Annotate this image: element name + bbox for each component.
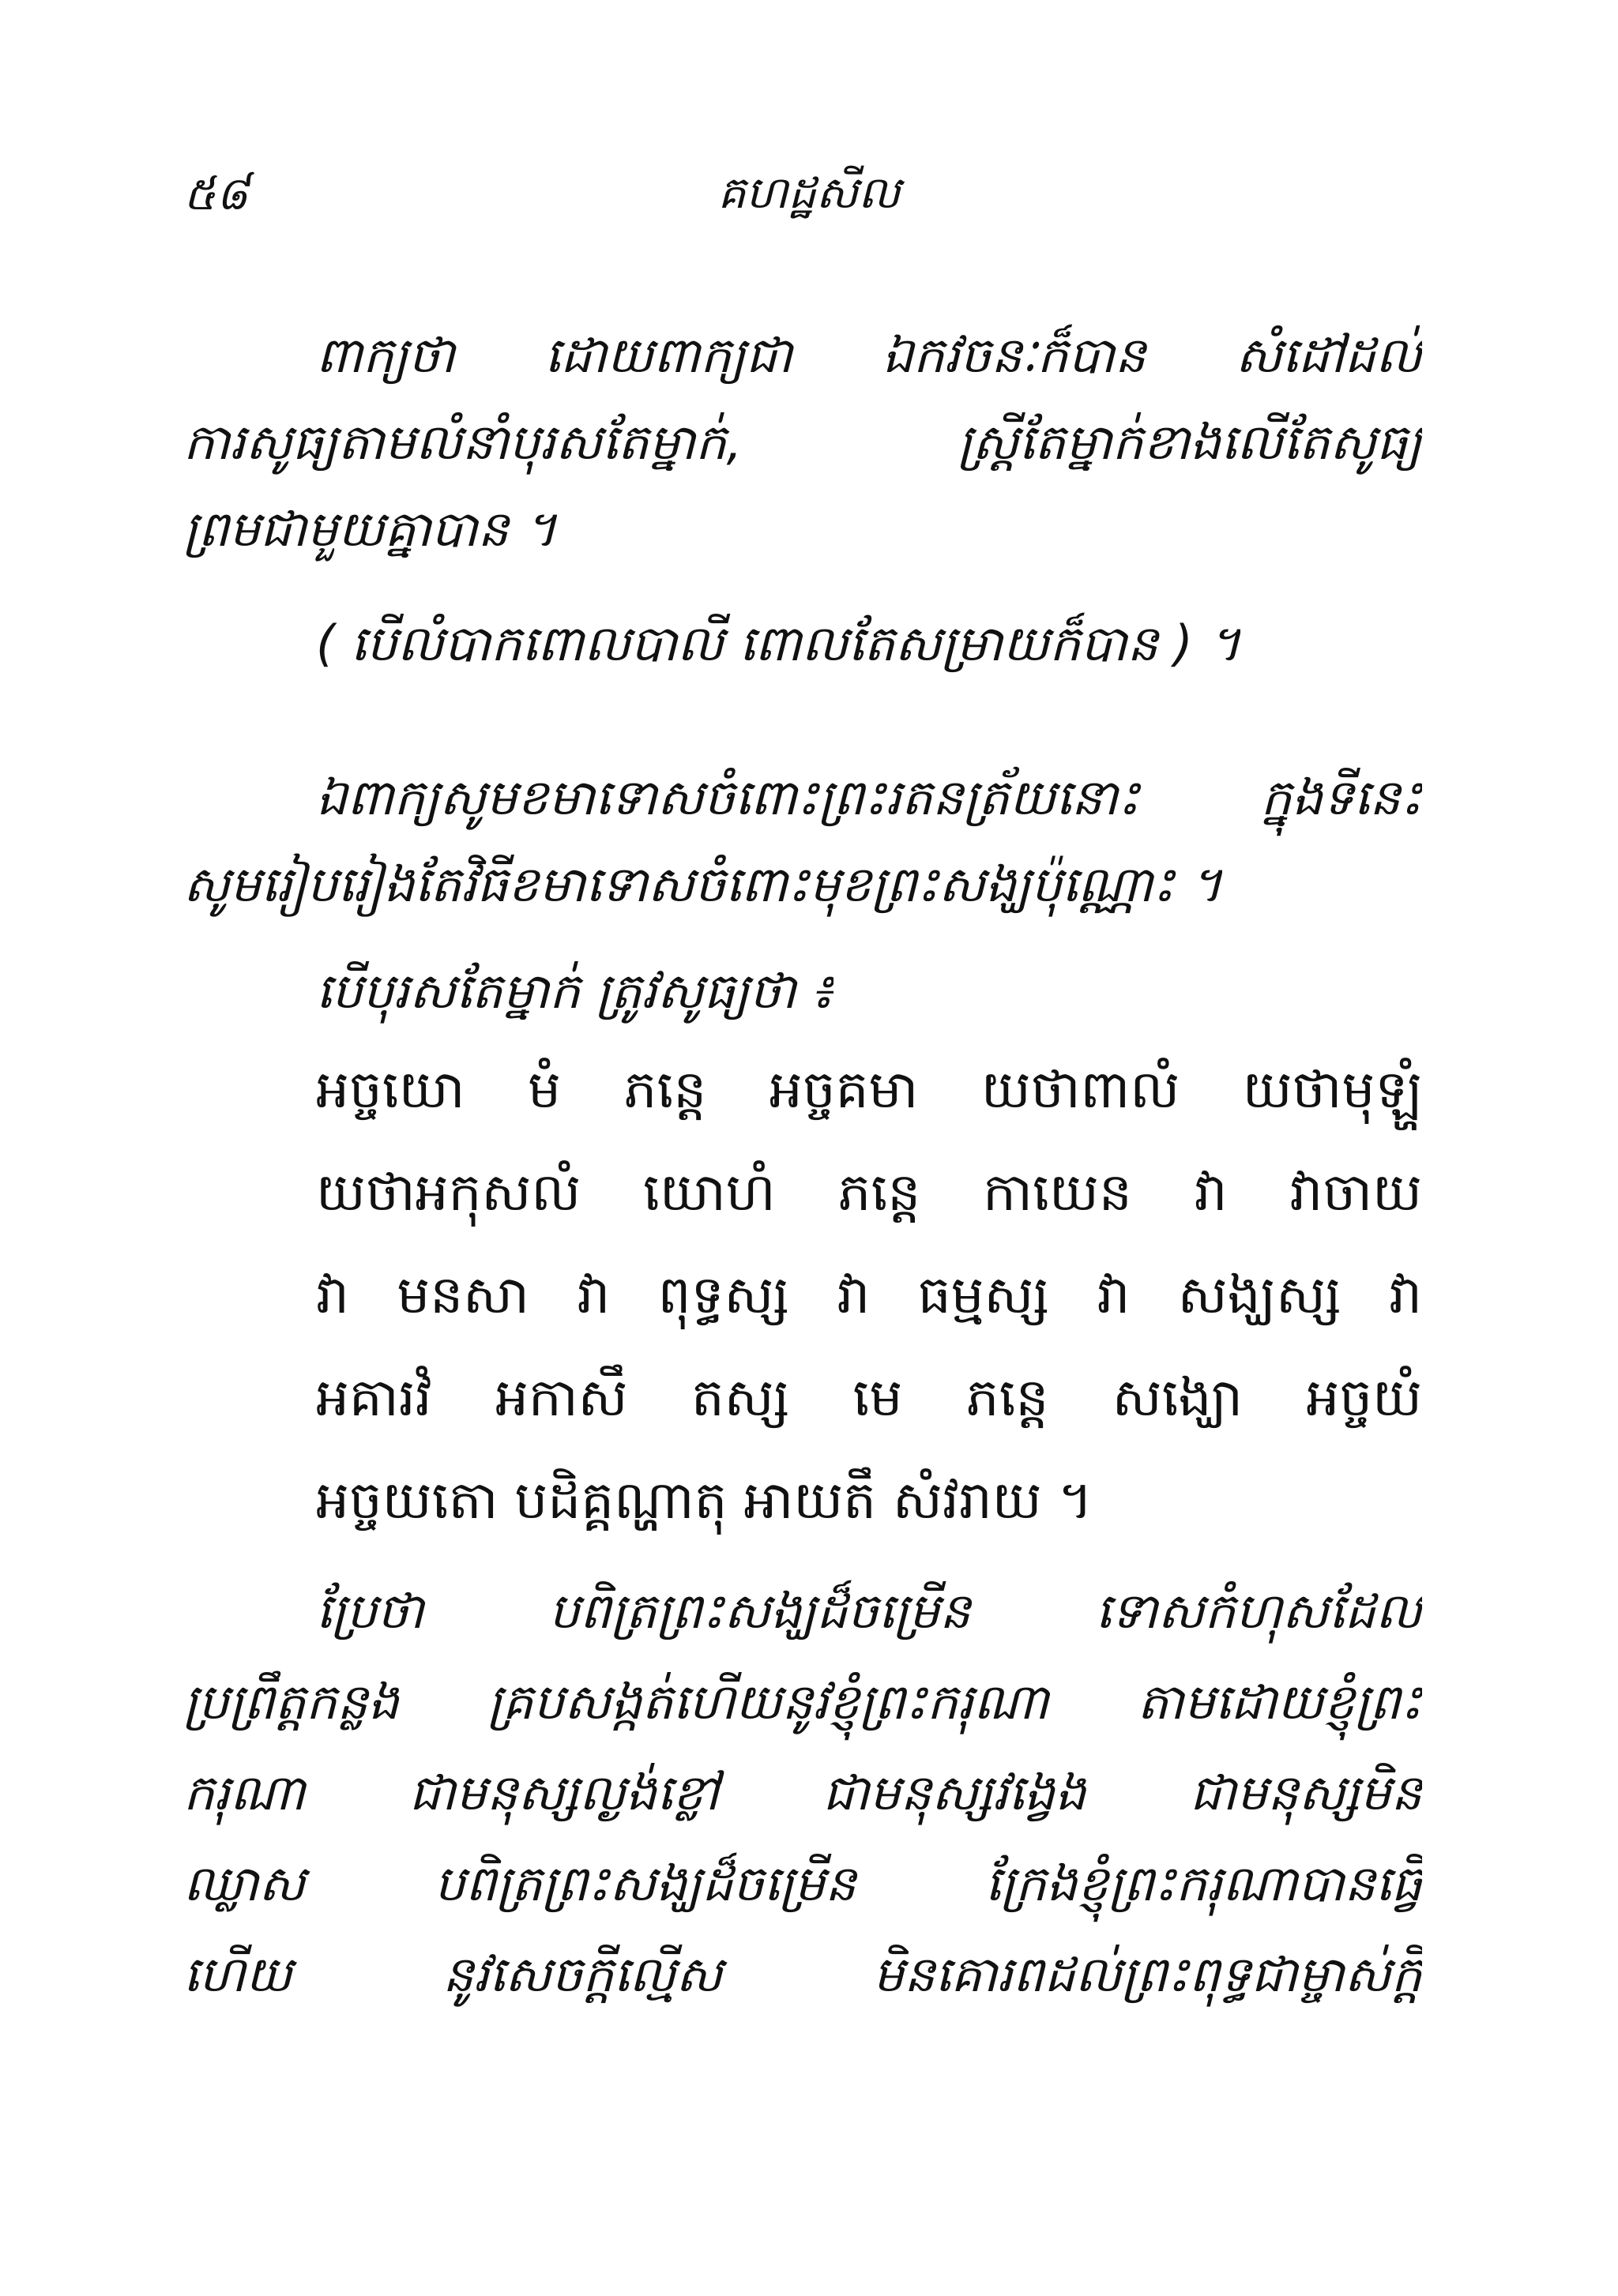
text-line: ហើយ នូវសេចក្តីល្មើស មិនគោរពដល់ព្រះពុទ្ធជាម្ចាស់ក្តី (183, 1945, 1422, 2003)
text-line: បើបុរសតែម្នាក់ ត្រូវសូធ្យថា ៖ (316, 962, 833, 1020)
text-line: ព្រមជាមួយគ្នាបាន ។ (183, 500, 557, 558)
text-line: ករុណា ជាមនុស្សល្ងង់ខ្លៅ ជាមនុស្សវង្វេង ជាមនុស្សមិន (183, 1764, 1422, 1821)
text-line: ឯពាក្យសូមខមាទោសចំពោះព្រះរតនត្រ័យនោះ ក្នុងទីនេះ (316, 768, 1422, 826)
text-line: ពាក្យថា ដោយពាក្យជា ឯកវចនៈក៏បាន សំដៅដល់ (316, 326, 1422, 384)
running-title: គហដ្ឋសីល (717, 167, 901, 219)
text-line: ប្រព្រឹត្តកន្លង គ្របសង្កត់ហើយនូវខ្ញុំព្រះករុណា តាមដោយខ្ញុំព្រះ (183, 1673, 1422, 1730)
text-line: ឈ្លាស បពិត្រព្រះសង្ឃដ៏ចម្រើន ក្រែងខ្ញុំព្រះករុណាបានធ្វើ (183, 1854, 1422, 1912)
text-line: សូមរៀបរៀងតែវិធីខមាទោសចំពោះមុខព្រះសង្ឃប៉ុណ្ណោះ ។ (183, 855, 1223, 913)
page-number: ៥៨ (183, 167, 249, 220)
text-line: ការសូធ្យតាមលំនាំបុរសតែម្នាក់, ស្ត្រីតែម្នាក់ខាងលើតែសូធ្យ (183, 413, 1422, 471)
page-header (0, 150, 1618, 237)
text-line: ( បើលំបាកពោលបាលី ពោលតែសម្រាយក៏បាន ) ។ (316, 614, 1241, 672)
pali-line: អច្ចយតោ បដិគ្គណ្ហាតុ អាយតឹ សំវរាយ ។ (316, 1470, 1093, 1531)
pali-line: វា មនសា វា ពុទ្ធស្ស វា ធម្មស្ស វា សង្ឃស្ស វា (316, 1264, 1422, 1325)
text-line: ប្រែថា បពិត្រព្រះសង្ឃដ៏ចម្រើន ទោសកំហុសដែល (316, 1582, 1422, 1640)
pali-line: អច្ចយោ មំ ភន្តេ អច្ចគមា យថាពាលំ យថាមុឡ្ហំ (316, 1059, 1422, 1120)
pali-line: យថាអកុសលំ យោហំ ភន្តេ កាយេន វា វាចាយ (316, 1162, 1422, 1223)
pali-line: អគារវំ អកាសឹ តស្ស មេ ភន្តេ សង្ឃោ អច្ចយំ (316, 1367, 1422, 1428)
